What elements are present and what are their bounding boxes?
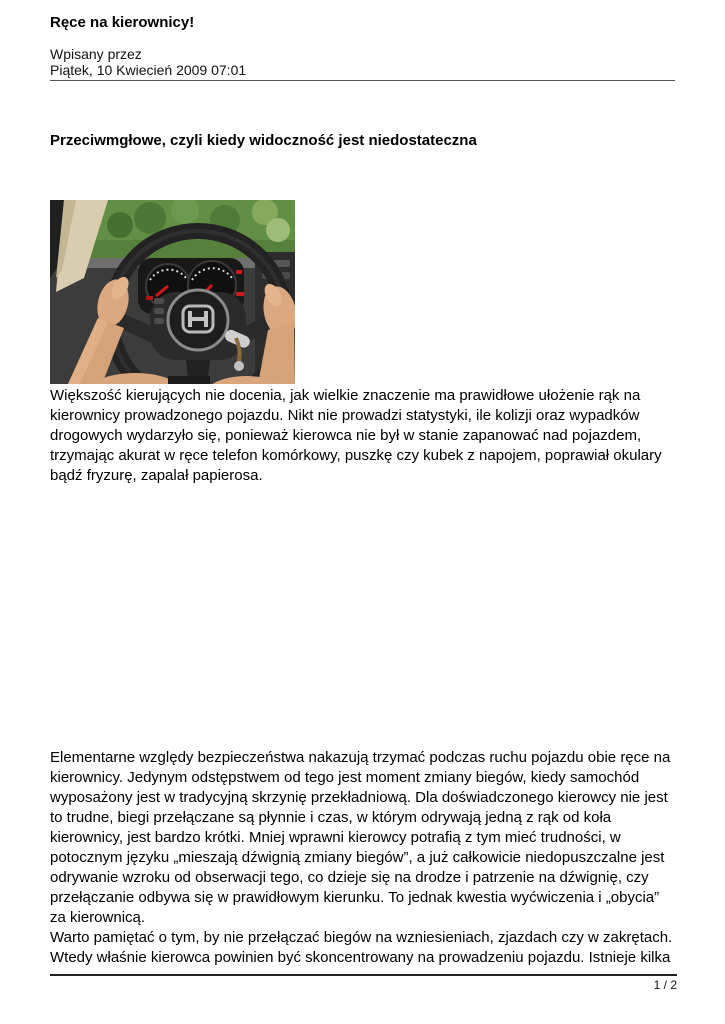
- paragraph-main-text: Elementarne względy bezpieczeństwa nakazują trzymać podczas ruchu pojazdu obie ręce na kierownicy. Jedynym odstępstwem od tego jest moment zmiany biegów, kiedy samochód wyposażony jest w tradycyjną skrzynię przekładniową. Dla doświadczonego kierowcy nie jest to trudne, biegi przełączane są płynnie i czas, w którym odrywają jedną z rąk od koła kierownicy, jest bardzo krótki. Mniej wprawni kierowcy potrafią z tym mieć trudności, w potocznym języku „mieszają dźwignią zmiany biegów”, a już całkowicie niedopuszczalne jest odrywanie wzroku od obserwacji tego, co dzieje się na drodze i patrzenie na dźwignię, czy przełączanie odbywa się w prawidłowym kierunku. To jednak kwestia wyćwiczenia i „obycia” za kierownicą.: [50, 749, 671, 926]
- page-number: 1 / 2: [653, 978, 677, 992]
- footer-divider: [50, 974, 677, 976]
- paragraph-advice-text: Warto pamiętać o tym, by nie przełączać biegów na wzniesieniach, zjazdach czy w zakrętach. Wtedy właśnie kierowca powinien być skoncentrowany na prowadzeniu pojazdu. Istnieje kilka: [50, 929, 673, 966]
- steering-wheel-photo-illustration: [50, 200, 295, 384]
- publish-datetime: Piątek, 10 Kwiecień 2009 07:01: [50, 62, 247, 78]
- article-title: Ręce na kierownicy!: [50, 14, 195, 31]
- paragraph-intro: Większość kierujących nie docenia, jak wielkie znaczenie ma prawidłowe ułożenie rąk na kierownicy prowadzonego pojazdu. Nikt nie prowadzi statystyki, ile kolizji oraz wypadków drogowych wydarzyło się, ponieważ kierowca nie był w stanie zapanować nad pojazdem, trzymając akurat w ręce telefon komórkowy, puszkę czy kubek z napojem, poprawiał okulary bądź fryzurę, zapalał papierosa.: [50, 387, 662, 484]
- header-divider: [50, 80, 675, 81]
- section-heading: Przeciwmgłowe, czyli kiedy widoczność jest niedostateczna: [50, 132, 477, 149]
- byline-label: Wpisany przez: [50, 46, 142, 62]
- paragraph-main: [50, 748, 677, 968]
- article-photo: [50, 200, 295, 384]
